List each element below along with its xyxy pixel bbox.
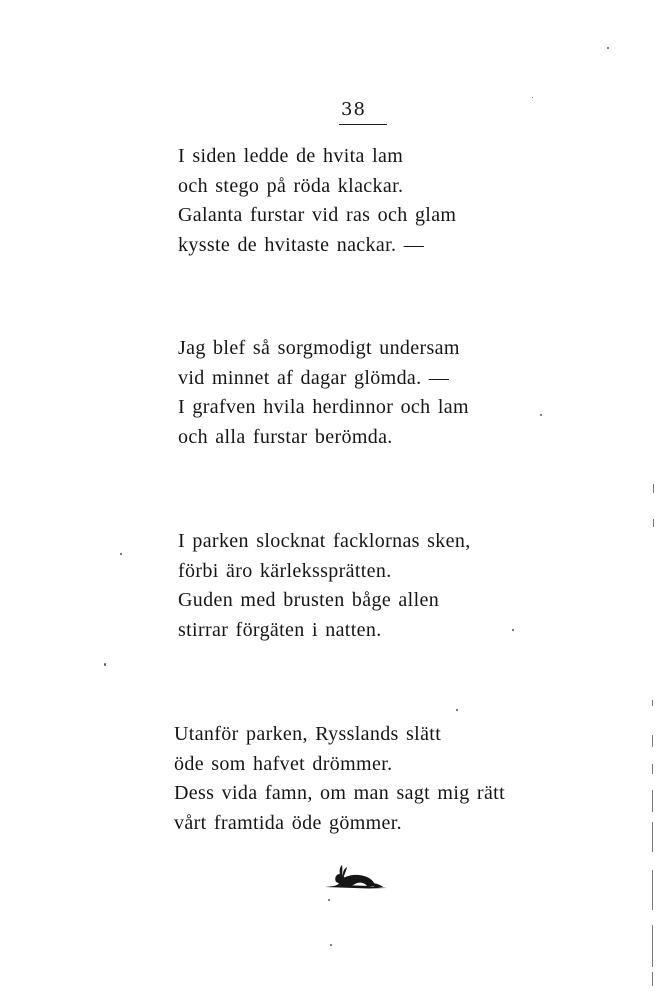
scan-edge-mark: [652, 870, 653, 910]
scan-speck: [120, 553, 122, 555]
scan-speck: [540, 414, 542, 416]
poem-line: Utanför parken, Rysslands slätt: [174, 723, 442, 745]
poem-line: förbi äro kärlekssprätten.: [178, 559, 392, 582]
poem-line: I grafven hvila herdinnor och lam: [178, 396, 469, 419]
scan-speck: [512, 629, 514, 631]
poem-line: Guden med brusten båge allen: [178, 589, 440, 612]
stanza-3: [178, 527, 471, 645]
stanza-1: [178, 142, 456, 260]
poem-line: vid minnet af dagar glömda. —: [178, 366, 450, 389]
scan-speck: [532, 97, 533, 98]
scan-edge-mark: [652, 790, 653, 812]
poem-line: Jag blef så sorgmodigt undersam: [178, 337, 460, 359]
stanza-2: [178, 334, 469, 452]
scan-edge-mark: [652, 764, 653, 774]
stanza-4: [174, 720, 505, 838]
poem-line: vårt framtida öde gömmer.: [174, 811, 403, 834]
scan-speck: [328, 899, 330, 901]
poem-line: I siden ledde de hvita lam: [178, 145, 404, 167]
scan-edge-mark: [652, 700, 653, 706]
poem-line: och alla furstar berömda.: [178, 425, 393, 448]
poem-line: Dess vida famn, om man sagt mig rätt: [174, 782, 505, 805]
poem-line: kysste de hvitaste nackar. —: [178, 233, 425, 256]
scan-edge-mark: [652, 735, 653, 747]
scan-speck: [607, 47, 609, 49]
hare-vignette-icon: [323, 864, 389, 892]
scan-speck: [104, 663, 106, 666]
scan-edge-mark: [653, 519, 654, 527]
poem-line: stirrar förgäten i natten.: [178, 618, 382, 641]
scan-speck: [456, 709, 458, 711]
poem-line: öde som hafvet drömmer.: [174, 752, 393, 775]
page-number-rule: [339, 124, 387, 125]
poem-line: Galanta furstar vid ras och glam: [178, 204, 457, 227]
scan-edge-mark: [652, 925, 653, 967]
scan-edge-mark: [653, 484, 654, 493]
scan-edge-mark: [652, 972, 653, 986]
scan-edge-mark: [652, 822, 653, 852]
scan-speck: [330, 944, 332, 946]
poem-line: I parken slocknat facklornas sken,: [178, 530, 471, 552]
poem-line: och stego på röda klackar.: [178, 174, 404, 197]
page-number: 38: [341, 99, 366, 120]
